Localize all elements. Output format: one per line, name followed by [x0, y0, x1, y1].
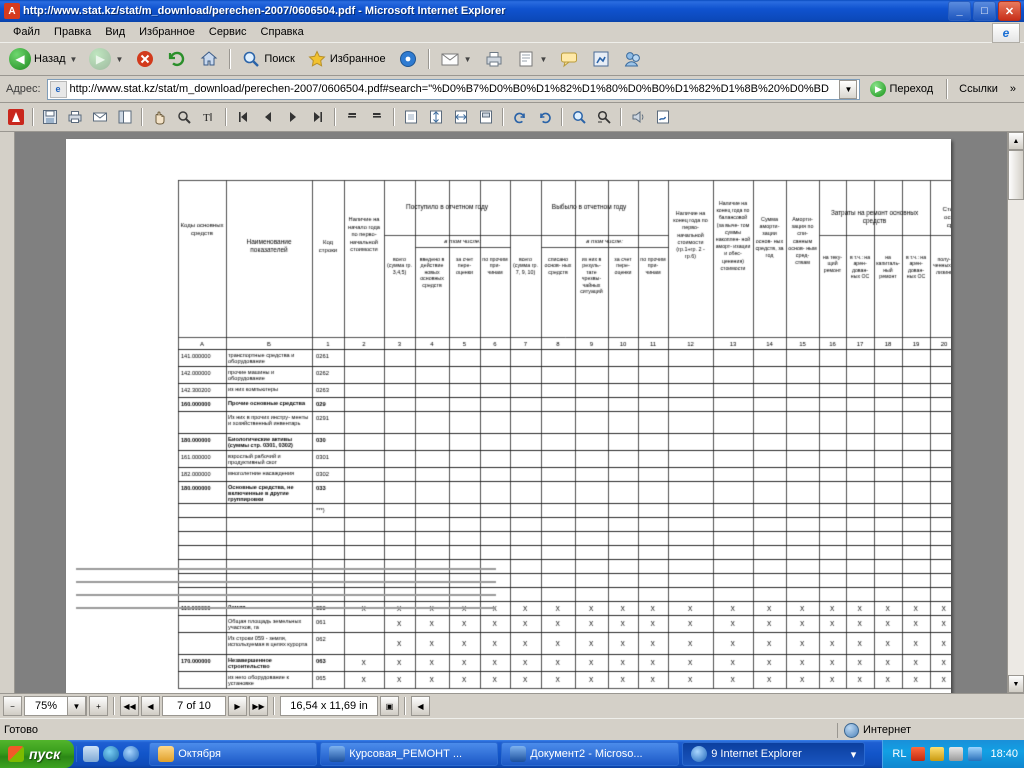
first-page-button[interactable]: ◀◀: [120, 696, 139, 716]
search-icon[interactable]: [567, 105, 591, 129]
last-page-button[interactable]: ▶▶: [249, 696, 268, 716]
stop-button[interactable]: [130, 45, 160, 73]
scroll-track[interactable]: [1008, 150, 1024, 675]
windows-flag-icon: [8, 746, 24, 762]
find-icon[interactable]: [592, 105, 616, 129]
shield-icon[interactable]: [911, 747, 925, 761]
sound-icon[interactable]: [949, 747, 963, 761]
zoom-dropdown-icon[interactable]: ▼: [67, 696, 86, 716]
task-label: Документ2 - Microso...: [530, 748, 643, 760]
system-tray: [882, 740, 1024, 768]
document-area: [0, 132, 1024, 693]
network-icon[interactable]: [968, 747, 982, 761]
address-input[interactable]: [47, 79, 861, 100]
pdf-separator: [225, 108, 227, 126]
media-button[interactable]: [393, 45, 423, 73]
address-bar: [0, 76, 1024, 103]
pdf-status-bar: [0, 693, 1024, 718]
print-button[interactable]: [479, 45, 509, 73]
security-zone: [837, 723, 1024, 738]
next-page-icon[interactable]: [281, 105, 305, 129]
search-button[interactable]: [236, 45, 299, 73]
task-label: 9 Internet Explorer: [711, 748, 802, 760]
quick-launch: [76, 746, 145, 762]
navigation-pane-strip[interactable]: [0, 132, 15, 693]
status-separator: [113, 697, 115, 715]
zoom-in-button[interactable]: +: [89, 696, 108, 716]
task-label: Октября: [178, 748, 221, 760]
scroll-down-button[interactable]: ▼: [1008, 675, 1024, 693]
word-icon: [510, 746, 526, 762]
window-title: http://www.stat.kz/stat/m_download/perechen-2007/0606504.pdf - Microsoft Internet Explorer: [23, 5, 506, 17]
go-arrow-icon: ▶: [870, 81, 886, 97]
menu-item-favorites[interactable]: Избранное: [139, 26, 195, 38]
pdf-page-canvas: [66, 139, 951, 693]
menu-bar: [0, 22, 1024, 42]
scroll-thumb[interactable]: [1008, 150, 1024, 200]
favorites-button[interactable]: [302, 45, 391, 73]
fit-width-icon[interactable]: [449, 105, 473, 129]
read-out-loud-icon[interactable]: [626, 105, 650, 129]
close-button[interactable]: ✕: [998, 1, 1021, 21]
internet-zone-icon: [844, 723, 859, 738]
taskbar: [0, 740, 1024, 768]
refresh-button[interactable]: [162, 45, 192, 73]
toolbar-separator: [428, 49, 430, 69]
print-icon[interactable]: [63, 105, 87, 129]
links-label[interactable]: Ссылки: [959, 83, 998, 95]
zoom-field[interactable]: [24, 696, 87, 716]
save-icon[interactable]: [38, 105, 62, 129]
chevron-down-icon[interactable]: ▼: [539, 54, 548, 64]
page-size-icon[interactable]: ▣: [380, 696, 399, 716]
edit-button[interactable]: [511, 45, 553, 73]
address-dropdown-icon[interactable]: ▼: [839, 80, 857, 99]
pdf-page: [66, 139, 951, 693]
fit-page-icon[interactable]: [424, 105, 448, 129]
svg-text:T: T: [203, 112, 210, 124]
start-label: пуск: [29, 746, 61, 762]
sign-icon[interactable]: [651, 105, 675, 129]
prev-page-button[interactable]: ◀: [141, 696, 160, 716]
zone-label: Интернет: [863, 724, 911, 736]
acrobat-icon: A: [4, 3, 20, 19]
prev-page-icon[interactable]: [256, 105, 280, 129]
pdf-separator: [620, 108, 622, 126]
language-indicator[interactable]: RL: [892, 748, 907, 760]
previous-view-icon[interactable]: [340, 105, 364, 129]
folder-icon: [158, 746, 174, 762]
pdf-separator: [561, 108, 563, 126]
zoom-out-button[interactable]: −: [3, 696, 22, 716]
rotate-cw-icon[interactable]: [533, 105, 557, 129]
ie-logo-icon: [992, 23, 1020, 43]
chevron-down-icon[interactable]: ▼: [463, 54, 472, 64]
toolbar-separator: [229, 49, 231, 69]
task-list: [145, 742, 882, 766]
menu-item-help[interactable]: Справка: [260, 26, 304, 38]
zoom-value: 75%: [34, 700, 58, 712]
browser-toolbar: [0, 42, 1024, 76]
discuss-button[interactable]: [554, 45, 584, 73]
last-page-icon[interactable]: [306, 105, 330, 129]
next-page-button[interactable]: ▶: [228, 696, 247, 716]
actual-size-icon[interactable]: [399, 105, 423, 129]
pdf-toolbar: [0, 103, 1024, 132]
status-separator: [404, 697, 406, 715]
menu-item-view[interactable]: Вид: [105, 26, 126, 38]
forward-arrow-icon: ▶: [89, 48, 111, 70]
task-button[interactable]: [501, 742, 679, 766]
rotate-ccw-icon[interactable]: [508, 105, 532, 129]
scroll-up-button[interactable]: ▲: [1008, 132, 1024, 150]
go-label: Переход: [889, 83, 934, 95]
search-label: Поиск: [264, 53, 295, 65]
page-favicon-icon: e: [50, 81, 67, 98]
maximize-button[interactable]: □: [973, 1, 996, 21]
browser-status-bar: [0, 718, 1024, 741]
menu-item-tools[interactable]: Сервис: [208, 26, 247, 38]
address-separator: [946, 79, 948, 99]
messenger-button[interactable]: [618, 45, 648, 73]
links-chevron-icon[interactable]: »: [1009, 83, 1016, 95]
media-player-icon[interactable]: [103, 746, 119, 762]
task-button-active[interactable]: [682, 742, 865, 766]
mail-button[interactable]: [435, 45, 477, 73]
page-dimensions: 16,54 x 11,69 in: [280, 696, 378, 716]
ie-icon: [691, 746, 707, 762]
first-page-icon[interactable]: [231, 105, 255, 129]
thumbnails-icon[interactable]: [113, 105, 137, 129]
start-button[interactable]: [0, 740, 74, 768]
pdf-view[interactable]: [15, 132, 1007, 693]
page-indicator[interactable]: 7 of 10: [162, 696, 226, 716]
research-button[interactable]: [586, 45, 616, 73]
window-title-bar: [0, 0, 1024, 22]
chevron-down-icon[interactable]: ▼: [69, 54, 78, 64]
address-value: http://www.stat.kz/stat/m_download/perechen-2007/0606504.pdf#search="%D0%B7%D0%B0%D1%82%D1%80%D0%B0%D1%82%D1%8B%20%D0%BD: [69, 83, 829, 95]
show-desktop-icon[interactable]: [83, 746, 99, 762]
address-label: Адрес:: [6, 83, 41, 95]
chevron-down-icon[interactable]: ▾: [850, 748, 857, 761]
word-icon: [329, 746, 345, 762]
email-icon[interactable]: [88, 105, 112, 129]
status-text: Готово: [4, 724, 38, 736]
back-button[interactable]: [4, 45, 82, 73]
window-controls: [948, 1, 1022, 21]
scroll-left-button[interactable]: ◀: [411, 696, 430, 716]
next-view-icon[interactable]: [365, 105, 389, 129]
task-button[interactable]: [320, 742, 498, 766]
go-button[interactable]: [864, 79, 939, 99]
vertical-scrollbar[interactable]: [1007, 132, 1024, 693]
minimize-button[interactable]: _: [948, 1, 971, 21]
home-button[interactable]: [194, 45, 224, 73]
pdf-separator: [141, 108, 143, 126]
pdf-separator: [334, 108, 336, 126]
pdf-separator: [502, 108, 504, 126]
chevron-down-icon[interactable]: ▼: [115, 54, 124, 64]
ie-logo-letter: e: [1002, 26, 1010, 40]
menu-item-file[interactable]: Файл: [13, 26, 41, 38]
hand-tool-icon[interactable]: [147, 105, 171, 129]
status-separator: [273, 697, 275, 715]
menu-item-edit[interactable]: Правка: [54, 26, 92, 38]
task-label: Курсовая_РЕМОНТ ...: [349, 748, 463, 760]
pdf-separator: [32, 108, 34, 126]
back-label: Назад: [34, 53, 66, 65]
task-button[interactable]: [149, 742, 317, 766]
fit-visible-icon[interactable]: [474, 105, 498, 129]
antivirus-icon[interactable]: [930, 747, 944, 761]
internet-explorer-icon[interactable]: [123, 746, 139, 762]
adobe-logo-icon[interactable]: [4, 105, 28, 129]
select-text-icon[interactable]: [197, 105, 221, 129]
back-arrow-icon: ◀: [9, 48, 31, 70]
pdf-separator: [393, 108, 395, 126]
forward-button[interactable]: [84, 45, 128, 73]
clock: 18:40: [990, 748, 1018, 760]
favorites-label: Избранное: [329, 53, 386, 65]
zoom-tool-icon[interactable]: [172, 105, 196, 129]
